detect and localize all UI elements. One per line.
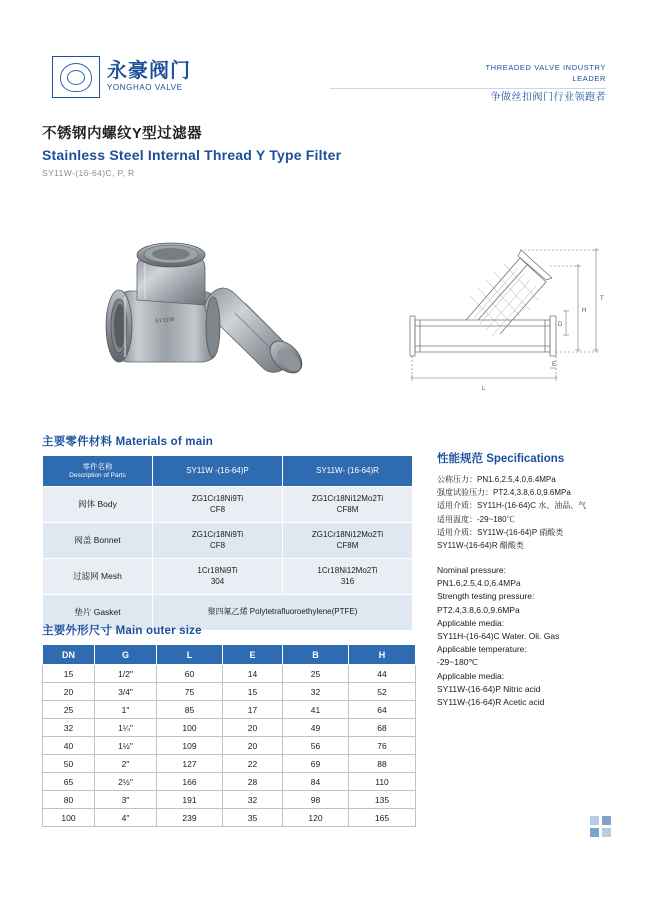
header-tagline xyxy=(486,62,607,103)
materials-table xyxy=(42,455,413,631)
spec-line: 适用介质：SY11H-(16-64)C 水、油品、气 xyxy=(437,501,587,511)
dim-cell-e: 15 xyxy=(223,683,283,701)
spec-line: SY11W-(16-64)P Nitric acid xyxy=(437,683,541,694)
dim-cell-g: 1/2" xyxy=(95,665,157,683)
dim-cell-b: 25 xyxy=(283,665,349,683)
dim-cell-b: 56 xyxy=(283,737,349,755)
spec-line: Strength testing pressure: xyxy=(437,591,535,602)
dim-cell-b: 69 xyxy=(283,755,349,773)
dim-cell-h: 135 xyxy=(349,791,416,809)
dim-cell-h: 68 xyxy=(349,719,416,737)
y-strainer-illustration xyxy=(95,205,320,390)
material-value-p: ZG1Cr18Ni9Ti CF8 xyxy=(153,487,283,523)
dim-cell-l: 166 xyxy=(157,773,223,791)
dim-cell-b: 49 xyxy=(283,719,349,737)
material-value-p: ZG1Cr18Ni9Ti CF8 xyxy=(153,523,283,559)
dim-cell-g: 2" xyxy=(95,755,157,773)
dim-cell-h: 165 xyxy=(349,809,416,827)
spec-line: Nominal pressure: xyxy=(437,565,506,576)
dim-cell-l: 191 xyxy=(157,791,223,809)
dim-cell-l: 239 xyxy=(157,809,223,827)
table-row xyxy=(43,487,413,523)
dim-cell-dn: 65 xyxy=(43,773,95,791)
dimensions-table-body xyxy=(43,665,416,827)
header-divider xyxy=(330,88,606,89)
specifications-cn-list xyxy=(437,473,637,552)
spec-line: PN1.6,2.5,4.0,6.4MPa xyxy=(437,578,521,589)
drawing-label-t: T xyxy=(600,296,604,302)
dim-cell-l: 127 xyxy=(157,755,223,773)
dim-cell-l: 100 xyxy=(157,719,223,737)
dim-col-g: G xyxy=(95,645,157,665)
table-header-row xyxy=(43,456,413,487)
spec-line: 适用温度：-29~180℃ xyxy=(437,514,515,524)
spec-line: 适用介质：SY11W-(16-64)P 硝酸类 xyxy=(437,527,564,537)
specifications-heading xyxy=(437,450,637,466)
page-header xyxy=(0,52,658,114)
dim-cell-b: 32 xyxy=(283,683,349,701)
dimensions-heading-en: Main outer size xyxy=(115,625,202,637)
material-part-name: 阀体 Body xyxy=(43,487,153,523)
dim-col-dn: DN xyxy=(43,645,95,665)
technical-drawing xyxy=(400,200,625,400)
table-row xyxy=(43,791,416,809)
dim-cell-g: 1½" xyxy=(95,737,157,755)
spec-line: 强度试验压力：PT2.4,3.8,6.0,9.6MPa xyxy=(437,488,571,498)
materials-heading-en: Materials of main xyxy=(115,436,213,448)
product-photo xyxy=(95,205,320,390)
dim-cell-h: 110 xyxy=(349,773,416,791)
brand-logo xyxy=(52,56,191,98)
drawing-label-d: D xyxy=(558,322,563,328)
table-row xyxy=(43,523,413,559)
dim-cell-e: 28 xyxy=(223,773,283,791)
deco-square-2 xyxy=(602,816,611,825)
dim-cell-dn: 20 xyxy=(43,683,95,701)
dim-cell-l: 85 xyxy=(157,701,223,719)
dim-cell-dn: 32 xyxy=(43,719,95,737)
page-title-block xyxy=(42,122,602,178)
material-value-gasket: 聚四氟乙烯 Polytetrafluoroethylene(PTFE) xyxy=(153,595,413,631)
dim-col-b: B xyxy=(283,645,349,665)
dimension-drawing xyxy=(400,200,625,400)
spec-line: 公称压力：PN1.6,2.5,4.0,6.4MPa xyxy=(437,475,556,484)
materials-col-p: SY11W -(16-64)P xyxy=(153,456,283,487)
dim-cell-e: 17 xyxy=(223,701,283,719)
dim-cell-h: 88 xyxy=(349,755,416,773)
drawing-label-h: H xyxy=(582,308,587,314)
table-header-row xyxy=(43,645,416,665)
dim-cell-b: 120 xyxy=(283,809,349,827)
materials-col-parts-cn: 零件名称 xyxy=(82,462,113,472)
dim-cell-g: 2½" xyxy=(95,773,157,791)
drawing-label-l: L xyxy=(482,386,486,392)
dim-cell-e: 35 xyxy=(223,809,283,827)
tagline-en-line1: THREADED VALVE INDUSTRY xyxy=(485,63,606,72)
table-row xyxy=(43,737,416,755)
dim-col-h: H xyxy=(349,645,416,665)
spec-line: SY11W-(16-64)R Acetic acid xyxy=(437,696,545,707)
tagline-cn: 争做丝扣阀门行业领跑者 xyxy=(490,91,606,103)
logo-name-en: YONGHAO VALVE xyxy=(107,83,183,93)
materials-col-parts xyxy=(43,456,153,487)
dim-cell-e: 20 xyxy=(223,719,283,737)
spec-line: SY11H-(16-64)C Water. Oli. Gas xyxy=(437,630,560,641)
tagline-en-line2: LEADER xyxy=(572,74,606,84)
table-row xyxy=(43,665,416,683)
spec-line: SY11W-(16-64)R 醋酸类 xyxy=(437,540,524,550)
spec-line: Applicable media: xyxy=(437,670,505,681)
specifications-block xyxy=(437,450,637,709)
page-title-cn: 不锈钢内螺纹Y型过滤器 xyxy=(42,126,203,142)
dimensions-heading xyxy=(42,622,202,638)
dim-cell-e: 14 xyxy=(223,665,283,683)
footer-decoration-squares xyxy=(590,816,612,838)
dim-cell-h: 76 xyxy=(349,737,416,755)
table-row xyxy=(43,755,416,773)
dim-cell-dn: 100 xyxy=(43,809,95,827)
materials-heading xyxy=(42,433,213,449)
dim-cell-dn: 40 xyxy=(43,737,95,755)
logo-text-block xyxy=(107,61,191,92)
spec-line: PT2.4,3.8,6.0,9.6MPa xyxy=(437,604,520,615)
material-part-name: 阀盖 Bonnet xyxy=(43,523,153,559)
materials-heading-cn: 主要零件材料 xyxy=(42,436,113,448)
spec-line: -29~180℃ xyxy=(437,657,478,668)
dim-cell-dn: 50 xyxy=(43,755,95,773)
deco-square-3 xyxy=(590,828,599,837)
deco-square-4 xyxy=(602,828,611,837)
table-row xyxy=(43,683,416,701)
table-row xyxy=(43,719,416,737)
material-value-p: 1Cr18Ni9Ti 304 xyxy=(153,559,283,595)
dim-cell-dn: 25 xyxy=(43,701,95,719)
specifications-en-list xyxy=(437,564,637,709)
dim-col-l: L xyxy=(157,645,223,665)
drawing-label-e: E xyxy=(552,362,557,368)
logo-emblem-icon xyxy=(52,56,100,98)
dim-cell-dn: 15 xyxy=(43,665,95,683)
page-title-en: Stainless Steel Internal Thread Y Type Filter xyxy=(42,147,342,163)
material-part-name: 垫片 Gasket xyxy=(43,595,153,631)
spec-line: Applicable media: xyxy=(437,617,505,628)
dim-cell-g: 1" xyxy=(95,701,157,719)
material-value-r: ZG1Cr18Ni12Mo2Ti CF8M xyxy=(283,487,413,523)
table-row xyxy=(43,773,416,791)
dimensions-heading-cn: 主要外形尺寸 xyxy=(42,625,113,637)
dim-cell-g: 4" xyxy=(95,809,157,827)
dim-cell-e: 20 xyxy=(223,737,283,755)
dim-cell-g: 3" xyxy=(95,791,157,809)
svg-text:SY11W: SY11W xyxy=(154,316,176,325)
dim-cell-dn: 80 xyxy=(43,791,95,809)
dim-cell-l: 109 xyxy=(157,737,223,755)
page-model-code: SY11W-(16-64)C, P, R xyxy=(42,168,135,178)
materials-col-parts-en: Description of Parts xyxy=(69,471,126,479)
dim-cell-h: 44 xyxy=(349,665,416,683)
dim-cell-l: 75 xyxy=(157,683,223,701)
material-part-name: 过滤网 Mesh xyxy=(43,559,153,595)
dim-cell-b: 41 xyxy=(283,701,349,719)
table-row xyxy=(43,701,416,719)
table-row xyxy=(43,559,413,595)
dim-cell-b: 84 xyxy=(283,773,349,791)
dim-col-e: E xyxy=(223,645,283,665)
dim-cell-g: 1¼" xyxy=(95,719,157,737)
dimensions-table xyxy=(42,644,416,827)
specifications-heading-en: Specifications xyxy=(486,453,565,465)
material-value-r: 1Cr18Ni12Mo2Ti 316 xyxy=(283,559,413,595)
deco-square-1 xyxy=(590,816,599,825)
table-row xyxy=(43,809,416,827)
logo-name-cn: 永豪阀门 xyxy=(107,60,191,83)
spec-line: Applicable temperature: xyxy=(437,644,527,655)
dim-cell-b: 98 xyxy=(283,791,349,809)
specifications-heading-cn: 性能规范 xyxy=(437,453,483,465)
material-value-r: ZG1Cr18Ni12Mo2Ti CF8M xyxy=(283,523,413,559)
dim-cell-l: 60 xyxy=(157,665,223,683)
dim-cell-e: 22 xyxy=(223,755,283,773)
dim-cell-h: 64 xyxy=(349,701,416,719)
materials-col-r: SY11W- (16-64)R xyxy=(283,456,413,487)
dim-cell-h: 52 xyxy=(349,683,416,701)
dim-cell-e: 32 xyxy=(223,791,283,809)
dim-cell-g: 3/4" xyxy=(95,683,157,701)
